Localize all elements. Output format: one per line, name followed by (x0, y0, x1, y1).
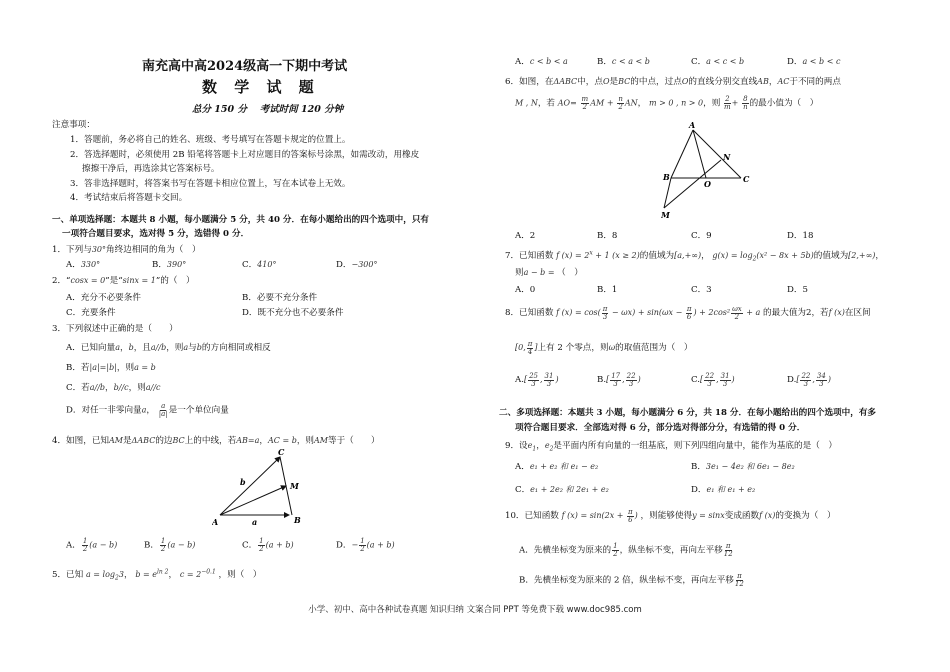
q5-stem: 5．已知 $a = \log_23$， $b = e^{ln 2}$， $c = 2^{-0.1}$ ，则（ ） (52, 568, 262, 582)
q6-stem-line2: M , N，若 $AO= \frac{m}{2}AM + \frac{n}{2}AN$， m > 0 , n > 0，则 $\frac{2}{m}+ \frac{8}{n}$的最小值为（ ） (515, 95, 819, 111)
q1-option-b: B．390° (152, 260, 187, 270)
q8-option-d: $D.[\frac{22}{3},\frac{34}{3})$ (787, 372, 831, 388)
q3-stem: 3．下列叙述中正确的是（ ） (52, 324, 178, 334)
q6-option-c: C．9 (691, 231, 712, 241)
q4-label-m: M (290, 481, 299, 491)
q6-option-b: B．8 (597, 231, 618, 241)
q8-stem: 8．已知函数 f $(x) = \cos(\frac{\pi}{3} - \omega x) + \sin(\omega x - \frac{\pi}{6}) + 2\cos^2\frac{\omega x}{2} + a$ 的最大值为2，若f (x)在区间 (505, 305, 871, 321)
q4-label-c: C (278, 447, 285, 457)
q3-option-a: A．已知向量a，b，且a//b，则a与b的方向相同或相反 (66, 343, 271, 353)
notice-item-2: 2．答选择题时，必须使用 2B 铅笔将答题卡上对应题目的答案标号涂黑，如需改动，用橡皮 (70, 150, 420, 160)
q2-option-a: A．充分不必要条件 (66, 293, 141, 303)
q1-stem: 1．下列与30°角终边相同的角为（ ） (52, 245, 201, 255)
q7-stem: 7．已知函数 f $(x) = 2^x + 1$ (x ≥ 2)的值域为[a,+∞)， $g(x) = \log_2(x^2 - 8x + 5b)$的值域为[2,+∞)， (505, 249, 885, 263)
q6-figure (661, 120, 761, 220)
q4-label-b: B (294, 515, 301, 525)
q5-option-a: A．c < b < a (515, 57, 568, 67)
q4-option-c: C．$\frac{1}{2}(a + b)$ (242, 537, 294, 553)
q1-option-a: A．330° (66, 260, 101, 270)
q9-stem: 9．设$e_1$，$e_2$是平面内所有向量的一组基底，则下列四组向量中，能作为基底的是（ ） (505, 441, 837, 453)
notice-item-1: 1．答题前，务必将自己的姓名、班级、考号填写在答题卡规定的位置上。 (70, 135, 351, 145)
subject-title: 数 学 试 题 (202, 78, 320, 96)
q4-vector-b (220, 457, 280, 515)
notice-heading: 注意事项： (52, 120, 95, 130)
q8-option-a: $A.[\frac{25}{3},\frac{31}{3})$ (515, 372, 559, 388)
q4-option-d: D．$-\frac{1}{2}(a + b)$ (336, 537, 395, 553)
q4-label-vec-a: a (252, 517, 258, 527)
q8-option-c: $C.[\frac{22}{3},\frac{31}{3})$ (691, 372, 735, 388)
q6-stem: 6．如图，在ΔABC中，点O是BC的中点，过点O的直线分别交直线AB，AC于不同的两点 (505, 77, 841, 87)
section1-heading-cont: 一项符合题目要求，选对得 5 分，选错得 0 分． (62, 229, 250, 239)
notice-item-2-cont: 擦擦干净后，再选涂其它答案标号。 (82, 164, 220, 174)
q5-option-d: D．a < b < c (787, 57, 841, 67)
q4-median-am (220, 486, 286, 515)
notice-item-3: 3．答非选择题时，将答案书写在答题卡相应位置上，写在本试卷上无效。 (70, 179, 351, 189)
q2-option-c: C．充要条件 (66, 308, 116, 318)
q9-option-c: C．e₁ + 2e₂ 和 2e₁ + e₂ (515, 485, 609, 495)
q8-stem-line2: $[0,\frac{\pi}{4}]$上有 2 个零点，则ω的取值范围为（ ） (515, 340, 693, 356)
q7-option-d: D．5 (787, 285, 808, 295)
q10-option-a: A．先横坐标变为原来的$\frac{1}{2}$，纵坐标不变，再向左平移$\frac{\pi}{12}$ (519, 542, 733, 558)
q10-option-b: B．先横坐标变为原来的 2 倍，纵坐标不变，再向左平移$\frac{\pi}{12}$ (519, 572, 744, 588)
q6-label-b: B (663, 172, 670, 182)
q4-label-a: A (212, 517, 219, 527)
q7-option-a: A．0 (515, 285, 536, 295)
q6-label-m: M (661, 210, 670, 220)
q1-option-d: D．−300° (336, 260, 378, 270)
q9-option-a: A．e₁ + e₂ 和 e₁ − e₂ (515, 462, 599, 472)
q4-figure (212, 447, 312, 529)
q6-label-c: C (743, 174, 750, 184)
q9-option-d: D．e₁ 和 e₁ + e₂ (691, 485, 756, 495)
q3-option-c: C．若a//b，b//c，则a//c (66, 383, 161, 393)
q5-option-b: B．c < a < b (597, 57, 650, 67)
q2-stem: 2．“cosx = 0”是“sinx = 1”的（ ） (52, 276, 195, 286)
q1-option-c: C．410° (242, 260, 277, 270)
q7-stem-line2: 则a − b = （ ） (515, 268, 583, 278)
q4-label-vec-b: b (240, 477, 246, 487)
section1-heading: 一、单项选择题：本题共 8 小题，每小题满分 5 分，共 40 分．在每小题给出的四个选项中，只有 (52, 215, 430, 225)
q9-option-b: B．3e₁ − 4e₂ 和 6e₁ − 8e₂ (691, 462, 795, 472)
exam-info: 总分 150 分 考试时间 120 分钟 (192, 104, 344, 115)
q7-option-b: B．1 (597, 285, 618, 295)
q5-option-c: C．a < c < b (691, 57, 745, 67)
page-footer: 小学、初中、高中各种试卷真题 知识归纳 文案合同 PPT 等免费下载 www.doc985.com (308, 605, 642, 615)
q6-line-mn (664, 160, 721, 208)
exam-title: 南充高中高2024级高一下期中考试 (142, 59, 348, 74)
q2-option-b: B．必要不充分条件 (242, 293, 318, 303)
section2-heading-cont: 项符合题目要求．全部选对得 6 分，部分选对得部分分，有选错的得 0 分． (515, 423, 806, 433)
q6-option-d: D．18 (787, 231, 814, 241)
q8-option-b: $B.[\frac{17}{3},\frac{22}{3})$ (597, 372, 641, 388)
q4-stem: 4．如图，已知AM是ΔABC的边BC上的中线，若AB=a，AC = b，则AM等于（ ） (52, 436, 380, 446)
q6-option-a: A．2 (515, 231, 536, 241)
q6-label-a: A (689, 120, 696, 130)
q2-option-d: D．既不充分也不必要条件 (242, 308, 344, 318)
q7-option-c: C．3 (691, 285, 712, 295)
q10-stem: 10．已知函数 f $(x) = \sin(2x + \frac{\pi}{6})$ ，则能够使得y = sinx变成函数f (x)的变换为（ ） (505, 508, 836, 524)
q3-option-b: B．若|a|=|b|，则a = b (66, 363, 156, 373)
q6-side-ab (671, 130, 693, 178)
q6-label-n: N (723, 152, 731, 162)
notice-item-4: 4．考试结束后将答题卡交回。 (70, 193, 188, 203)
section2-heading: 二、多项选择题：本题共 3 小题，每小题满分 6 分，共 18 分．在每小题给出的四个选项中，有多 (499, 408, 877, 418)
q4-option-a: A．$\frac{1}{2}(a - b)$ (66, 537, 118, 553)
q6-label-o: O (704, 179, 711, 189)
q3-option-d: D．对任一非零向量a， $\frac{a}{|a|}$是一个单位向量 (66, 402, 229, 418)
q6-side-ac (693, 130, 741, 178)
q4-option-b: B．$\frac{1}{2}(a - b)$ (144, 537, 196, 553)
